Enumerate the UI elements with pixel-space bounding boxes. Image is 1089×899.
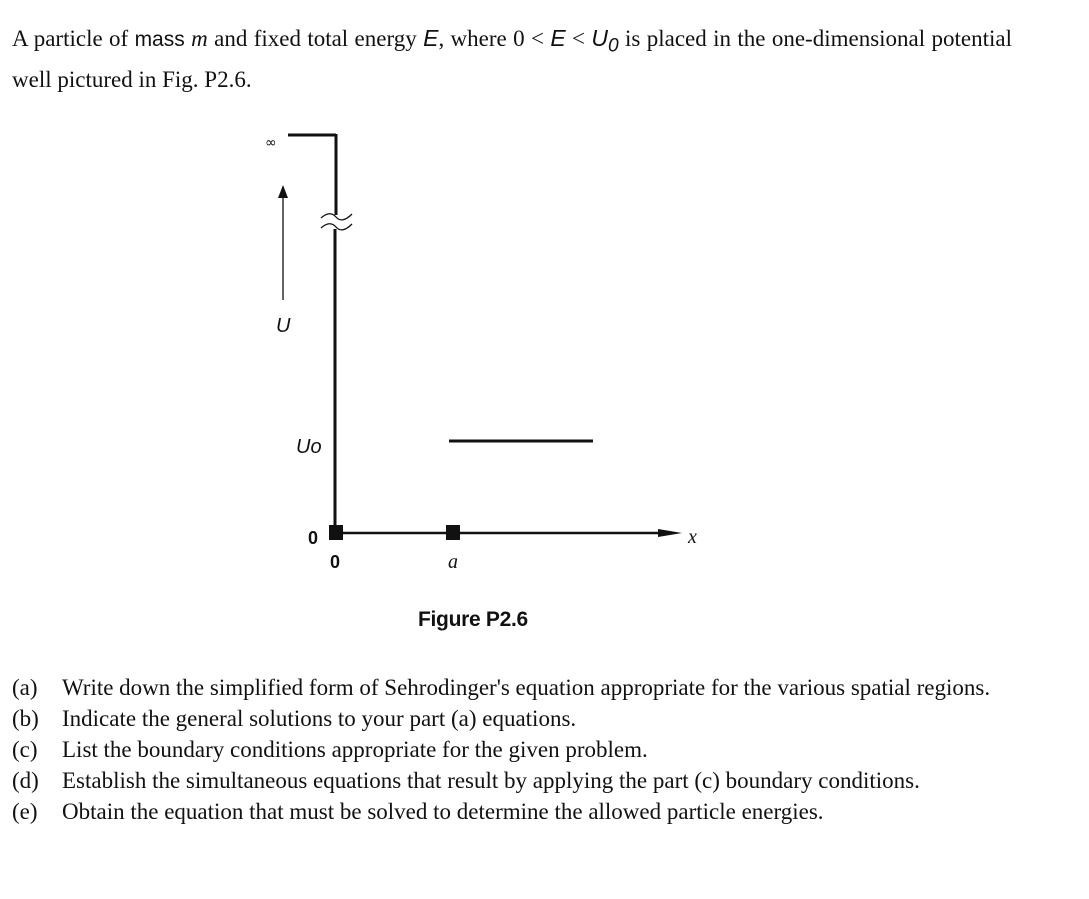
question-tag: (d): [12, 768, 39, 793]
mass-symbol: m: [191, 26, 208, 51]
x-axis-arrowhead: [658, 529, 682, 537]
y-origin-label: 0: [308, 528, 319, 548]
intro-text-4: <: [565, 26, 592, 51]
intro-text-2: and fixed total energy: [207, 26, 424, 51]
question-list: [12, 672, 1012, 827]
axis-break-lower: [321, 224, 352, 230]
x-axis-label: x: [688, 526, 697, 548]
u0-subscript: 0: [608, 35, 619, 57]
question-item: [12, 734, 1012, 765]
energy-symbol: E: [423, 25, 439, 51]
question-tag: (e): [12, 799, 38, 824]
question-tag: (a): [12, 675, 38, 700]
question-text: List the boundary conditions appropriate for the given problem.: [62, 737, 648, 762]
question-item: [12, 796, 1012, 827]
energy-symbol-2: E: [550, 25, 566, 51]
a-label: a: [448, 551, 458, 573]
u0-label: Uo: [296, 436, 322, 458]
question-tag: (c): [12, 737, 38, 762]
question-item: [12, 703, 1012, 734]
question-item: [12, 672, 1012, 703]
u-axis-label: U: [276, 315, 291, 337]
question-text: Obtain the equation that must be solved to determine the allowed particle energies.: [62, 799, 824, 824]
figure-caption: Figure P2.6: [418, 608, 528, 631]
origin-marker: [329, 525, 343, 540]
u-axis-arrowhead: [278, 185, 288, 198]
question-text: Indicate the general solutions to your part (a) equations.: [62, 706, 577, 731]
a-marker: [446, 525, 460, 540]
intro-text-5: is placed in the one-dimensional potential well pictured in Fig. P2.6.: [12, 26, 1012, 92]
question-text: Establish the simultaneous equations that result by applying the part (c) boundary conditions.: [62, 768, 920, 793]
intro-text-1: A particle of: [12, 26, 135, 51]
mass-word: mass: [134, 28, 185, 51]
intro-text-3: , where 0 <: [438, 26, 551, 51]
infinity-label: ∞: [265, 135, 277, 151]
question-text: Write down the simplified form of Sehrodinger's equation appropriate for the various spatial regions.: [62, 675, 991, 700]
question-item: [12, 765, 1012, 796]
x-origin-label: 0: [330, 552, 341, 572]
question-tag: (b): [12, 706, 39, 731]
u0-letter: U: [591, 25, 608, 51]
